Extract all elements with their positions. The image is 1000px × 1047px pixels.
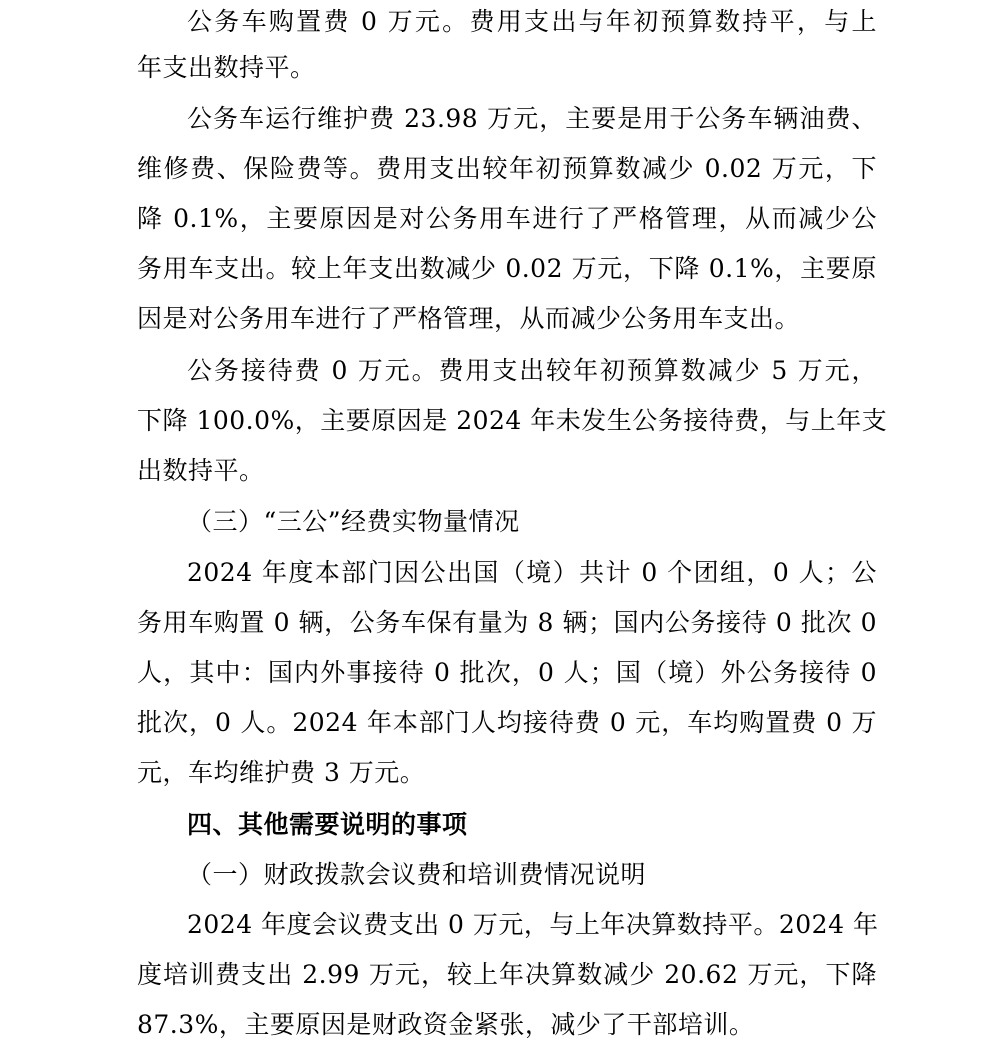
text-line-10: 出数持平。 (137, 456, 265, 485)
text-line-19: 2024 年度会议费支出 0 万元，与上年决算数持平。2024 年 (187, 910, 879, 939)
section-heading-three: （三）“三公”经费实物量情况 (187, 507, 520, 536)
text-line-5: 降 0.1%，主要原因是对公务用车进行了严格管理，从而减少公 (137, 204, 877, 233)
text-line-16: 元，车均维护费 3 万元。 (137, 758, 426, 787)
text-line-21: 87.3%，主要原因是财政资金紧张，减少了干部培训。 (137, 1010, 755, 1039)
text-line-15: 批次，0 人。2024 年本部门人均接待费 0 元，车均购置费 0 万 (137, 708, 877, 737)
text-line-9: 下降 100.0%，主要原因是 2024 年未发生公务接待费，与上年支 (137, 406, 888, 435)
section-heading-four: 四、其他需要说明的事项 (187, 810, 468, 839)
text-line-13: 务用车购置 0 辆，公务车保有量为 8 辆；国内公务接待 0 批次 0 (137, 608, 877, 637)
subsection-heading-one: （一）财政拨款会议费和培训费情况说明 (187, 860, 647, 889)
text-line-7: 因是对公务用车进行了严格管理，从而减少公务用车支出。 (137, 304, 801, 333)
text-line-8: 公务接待费 0 万元。费用支出较年初预算数减少 5 万元， (187, 356, 877, 385)
text-line-20: 度培训费支出 2.99 万元，较上年决算数减少 20.62 万元，下降 (137, 960, 877, 989)
text-line-12: 2024 年度本部门因公出国（境）共计 0 个团组，0 人；公 (187, 558, 877, 587)
text-line-14: 人，其中：国内外事接待 0 批次，0 人；国（境）外公务接待 0 (137, 658, 877, 687)
text-line-2: 年支出数持平。 (137, 53, 316, 82)
text-line-1: 公务车购置费 0 万元。费用支出与年初预算数持平，与上 (187, 7, 877, 36)
text-line-3: 公务车运行维护费 23.98 万元，主要是用于公务车辆油费、 (187, 104, 877, 133)
text-line-6: 务用车支出。较上年支出数减少 0.02 万元，下降 0.1%，主要原 (137, 254, 877, 283)
text-line-4: 维修费、保险费等。费用支出较年初预算数减少 0.02 万元，下 (137, 154, 877, 183)
